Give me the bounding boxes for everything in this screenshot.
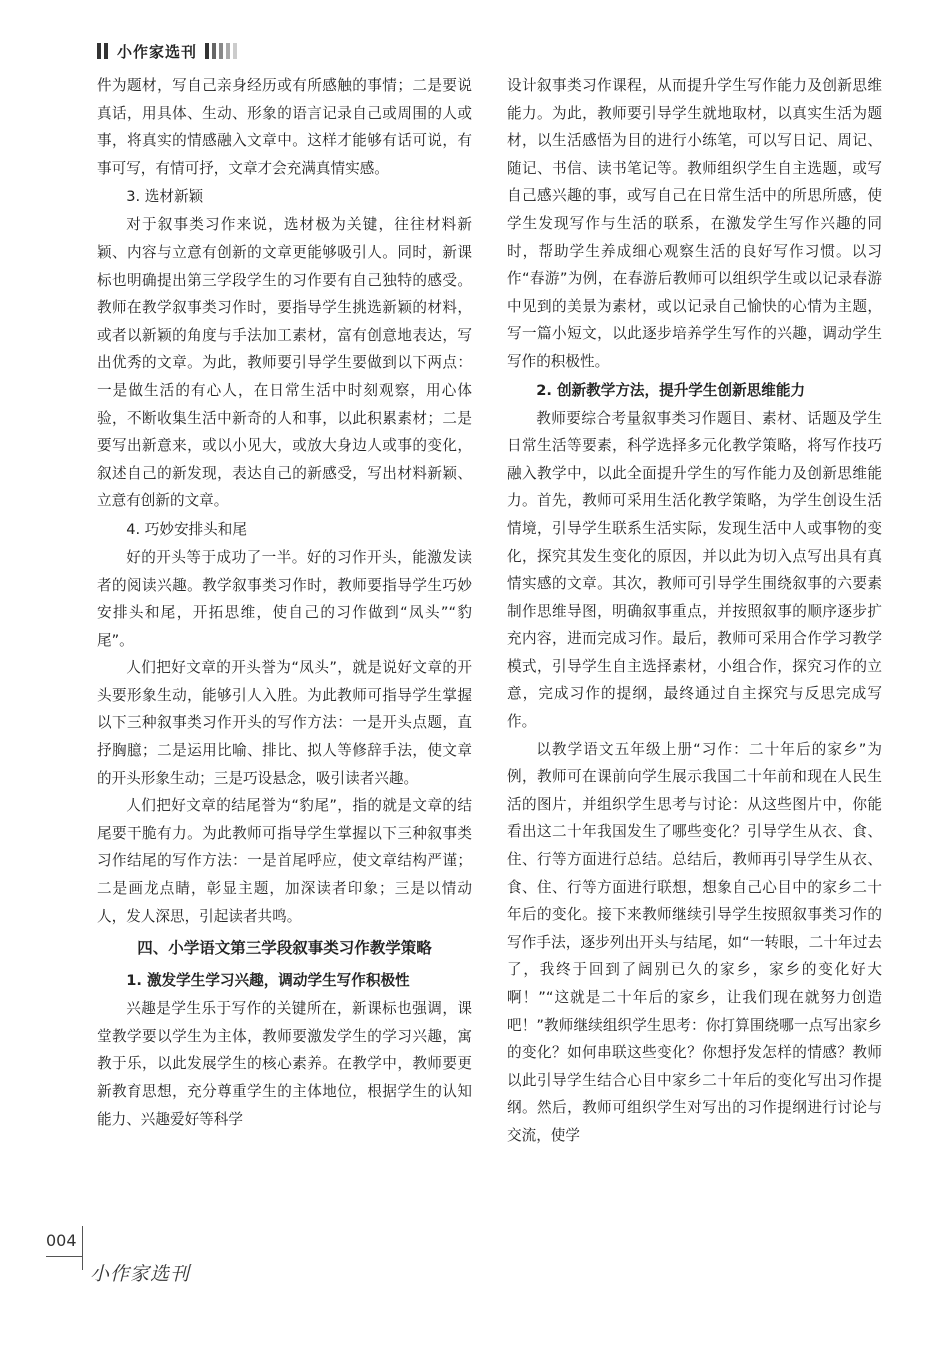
paragraph: 人们把好文章的开头誉为“凤头”，就是说好文章的开头要形象生动，能够引人入胜。为此教师可指导学生掌握以下三种叙事类习作开头的写作方法：一是开头点题，直抒胸臆；二是运用比喻、排比、拟人等修辞手法，使文章的开头形象生动；三是巧设悬念，吸引读者兴趣。 xyxy=(97,659,472,787)
header-bar-mark xyxy=(97,43,101,59)
journal-title: 小作家选刊 xyxy=(117,42,198,61)
paragraph: 兴趣是学生乐于写作的关键所在，新课标也强调，课堂教学要以学生为主体，教师要激发学生的学习兴趣，寓教于乐，以此发展学生的核心素养。在教学中，教师要更新教育思想，充分尊重学生的主体地位，根据学生的认知能力、兴趣爱好等科学 xyxy=(97,1000,472,1128)
subsection-heading: 1. 激发学生学习兴趣，调动学生写作积极性 xyxy=(126,972,410,990)
header-bar-mark xyxy=(219,43,223,59)
footer-divider xyxy=(82,1226,83,1270)
subsection-heading: 2. 创新教学方法，提升学生创新思维能力 xyxy=(536,381,806,399)
footer-rule xyxy=(46,1256,82,1257)
section-heading: 四、小学语文第三学段叙事类习作教学策略 xyxy=(137,939,432,958)
left-column xyxy=(97,72,472,1133)
header-bar-mark xyxy=(205,43,209,59)
right-column xyxy=(507,72,882,1150)
header-bar-mark xyxy=(104,43,108,59)
footer-logo: 小作家选刊 xyxy=(90,1263,191,1285)
header-bar-mark xyxy=(233,43,237,59)
paragraph: 好的开头等于成功了一半。好的习作开头，能激发读者的阅读兴趣。教学叙事类习作时，教师要指导学生巧妙安排头和尾，开拓思维，使自己的习作做到“凤头”“豹尾”。 xyxy=(97,548,472,649)
header-bar-mark xyxy=(226,43,230,59)
paragraph: 件为题材，写自己亲身经历或有所感触的事情；二是要说真话，用具体、生动、形象的语言记录自己或周围的人或事，将真实的情感融入文章中。这样才能够有话可说，有事可写，有情可抒，文章才会充满真情实感。 xyxy=(97,77,472,177)
paragraph: 以教学语文五年级上册“习作：二十年后的家乡”为例，教师可在课前向学生展示我国二十年前和现在人民生活的图片，并组织学生思考与讨论：从这些图片中，你能看出这二十年我国发生了哪些变化？引导学生从衣、食、住、行等方面进行总结。总结后，教师再引导学生从衣、食、住、行等方面进行联想，想象自己心目中的家乡二十年后的变化。接下来教师继续引导学生按照叙事类习作的写作手法，逐步列出开头与结尾，如“一转眼，二十年过去了，我终于回到了阔别已久的家乡，家乡的变化好大啊！”“这就是二十年后的家乡，让我们现在就努力创造吧！”教师继续组织学生思考：你打算围绕哪一点写出家乡的变化？如何串联这些变化？你想抒发怎样的情感？教师以此引导学生结合心目中家乡二十年后的变化写出习作提纲。然后，教师可组织学生对写出的习作提纲进行讨论与交流，使学 xyxy=(507,740,882,1144)
page-header xyxy=(97,40,240,62)
subsection-heading: 3. 选材新颖 xyxy=(126,188,204,206)
paragraph: 人们把好文章的结尾誉为“豹尾”，指的就是文章的结尾要干脆有力。为此教师可指导学生掌握以下三种叙事类习作结尾的写作方法：一是首尾呼应，使文章结构严谨；二是画龙点睛，彰显主题，加深读者印象；三是以情动人，发人深思，引起读者共鸣。 xyxy=(97,797,472,925)
paragraph: 设计叙事类习作课程，从而提升学生写作能力及创新思维能力。为此，教师要引导学生就地取材，以真实生活为题材，以生活感悟为目的进行小练笔，可以写日记、周记、随记、书信、读书笔记等。教师组织学生自主选题，或写自己感兴趣的事，或写自己在日常生活中的所思所感，使学生发现写作与生活的联系，在激发学生写作兴趣的同时，帮助学生养成细心观察生活的良好写作习惯。以习作“春游”为例，在春游后教师可以组织学生或以记录春游中见到的美景为素材，或以记录自己愉快的心情为主题，写一篇小短文，以此逐步培养学生写作的兴趣，调动学生写作的积极性。 xyxy=(507,77,882,370)
paragraph: 对于叙事类习作来说，选材极为关键，往往材料新颖、内容与立意有创新的文章更能够吸引人。同时，新课标也明确提出第三学段学生的习作要有自己独特的感受。教师在教学叙事类习作时，要指导学生挑选新颖的材料，或者以新颖的角度与手法加工素材，富有创意地表达，写出优秀的文章。为此，教师要引导学生要做到以下两点：一是做生活的有心人，在日常生活中时刻观察，用心体验，不断收集生活中新奇的人和事，以此积累素材；二是要写出新意来，或以小见大，或放大身边人或事的变化，叙述自己的新发现，表达自己的新感受，写出材料新颖、立意有创新的文章。 xyxy=(97,216,472,510)
page-number: 004 xyxy=(46,1231,77,1250)
subsection-heading: 4. 巧妙安排头和尾 xyxy=(126,520,247,538)
header-bar-mark xyxy=(212,43,216,59)
paragraph: 教师要综合考量叙事类习作题目、素材、话题及学生日常生活等要素，科学选择多元化教学策略，将写作技巧融入教学中，以此全面提升学生的写作能力及创新思维能力。首先，教师可采用生活化教学策略，为学生创设生活情境，引导学生联系生活实际，发现生活中人或事物的变化，探究其发生变化的原因，并以此为切入点写出具有真情实感的文章。其次，教师可引导学生围绕叙事的六要素制作思维导图，明确叙事重点，并按照叙事的顺序逐步扩充内容，进而完成习作。最后，教师可采用合作学习教学模式，引导学生自主选择素材，小组合作，探究习作的立意，完成习作的提纲，最终通过自主探究与反思完成写作。 xyxy=(507,409,882,731)
